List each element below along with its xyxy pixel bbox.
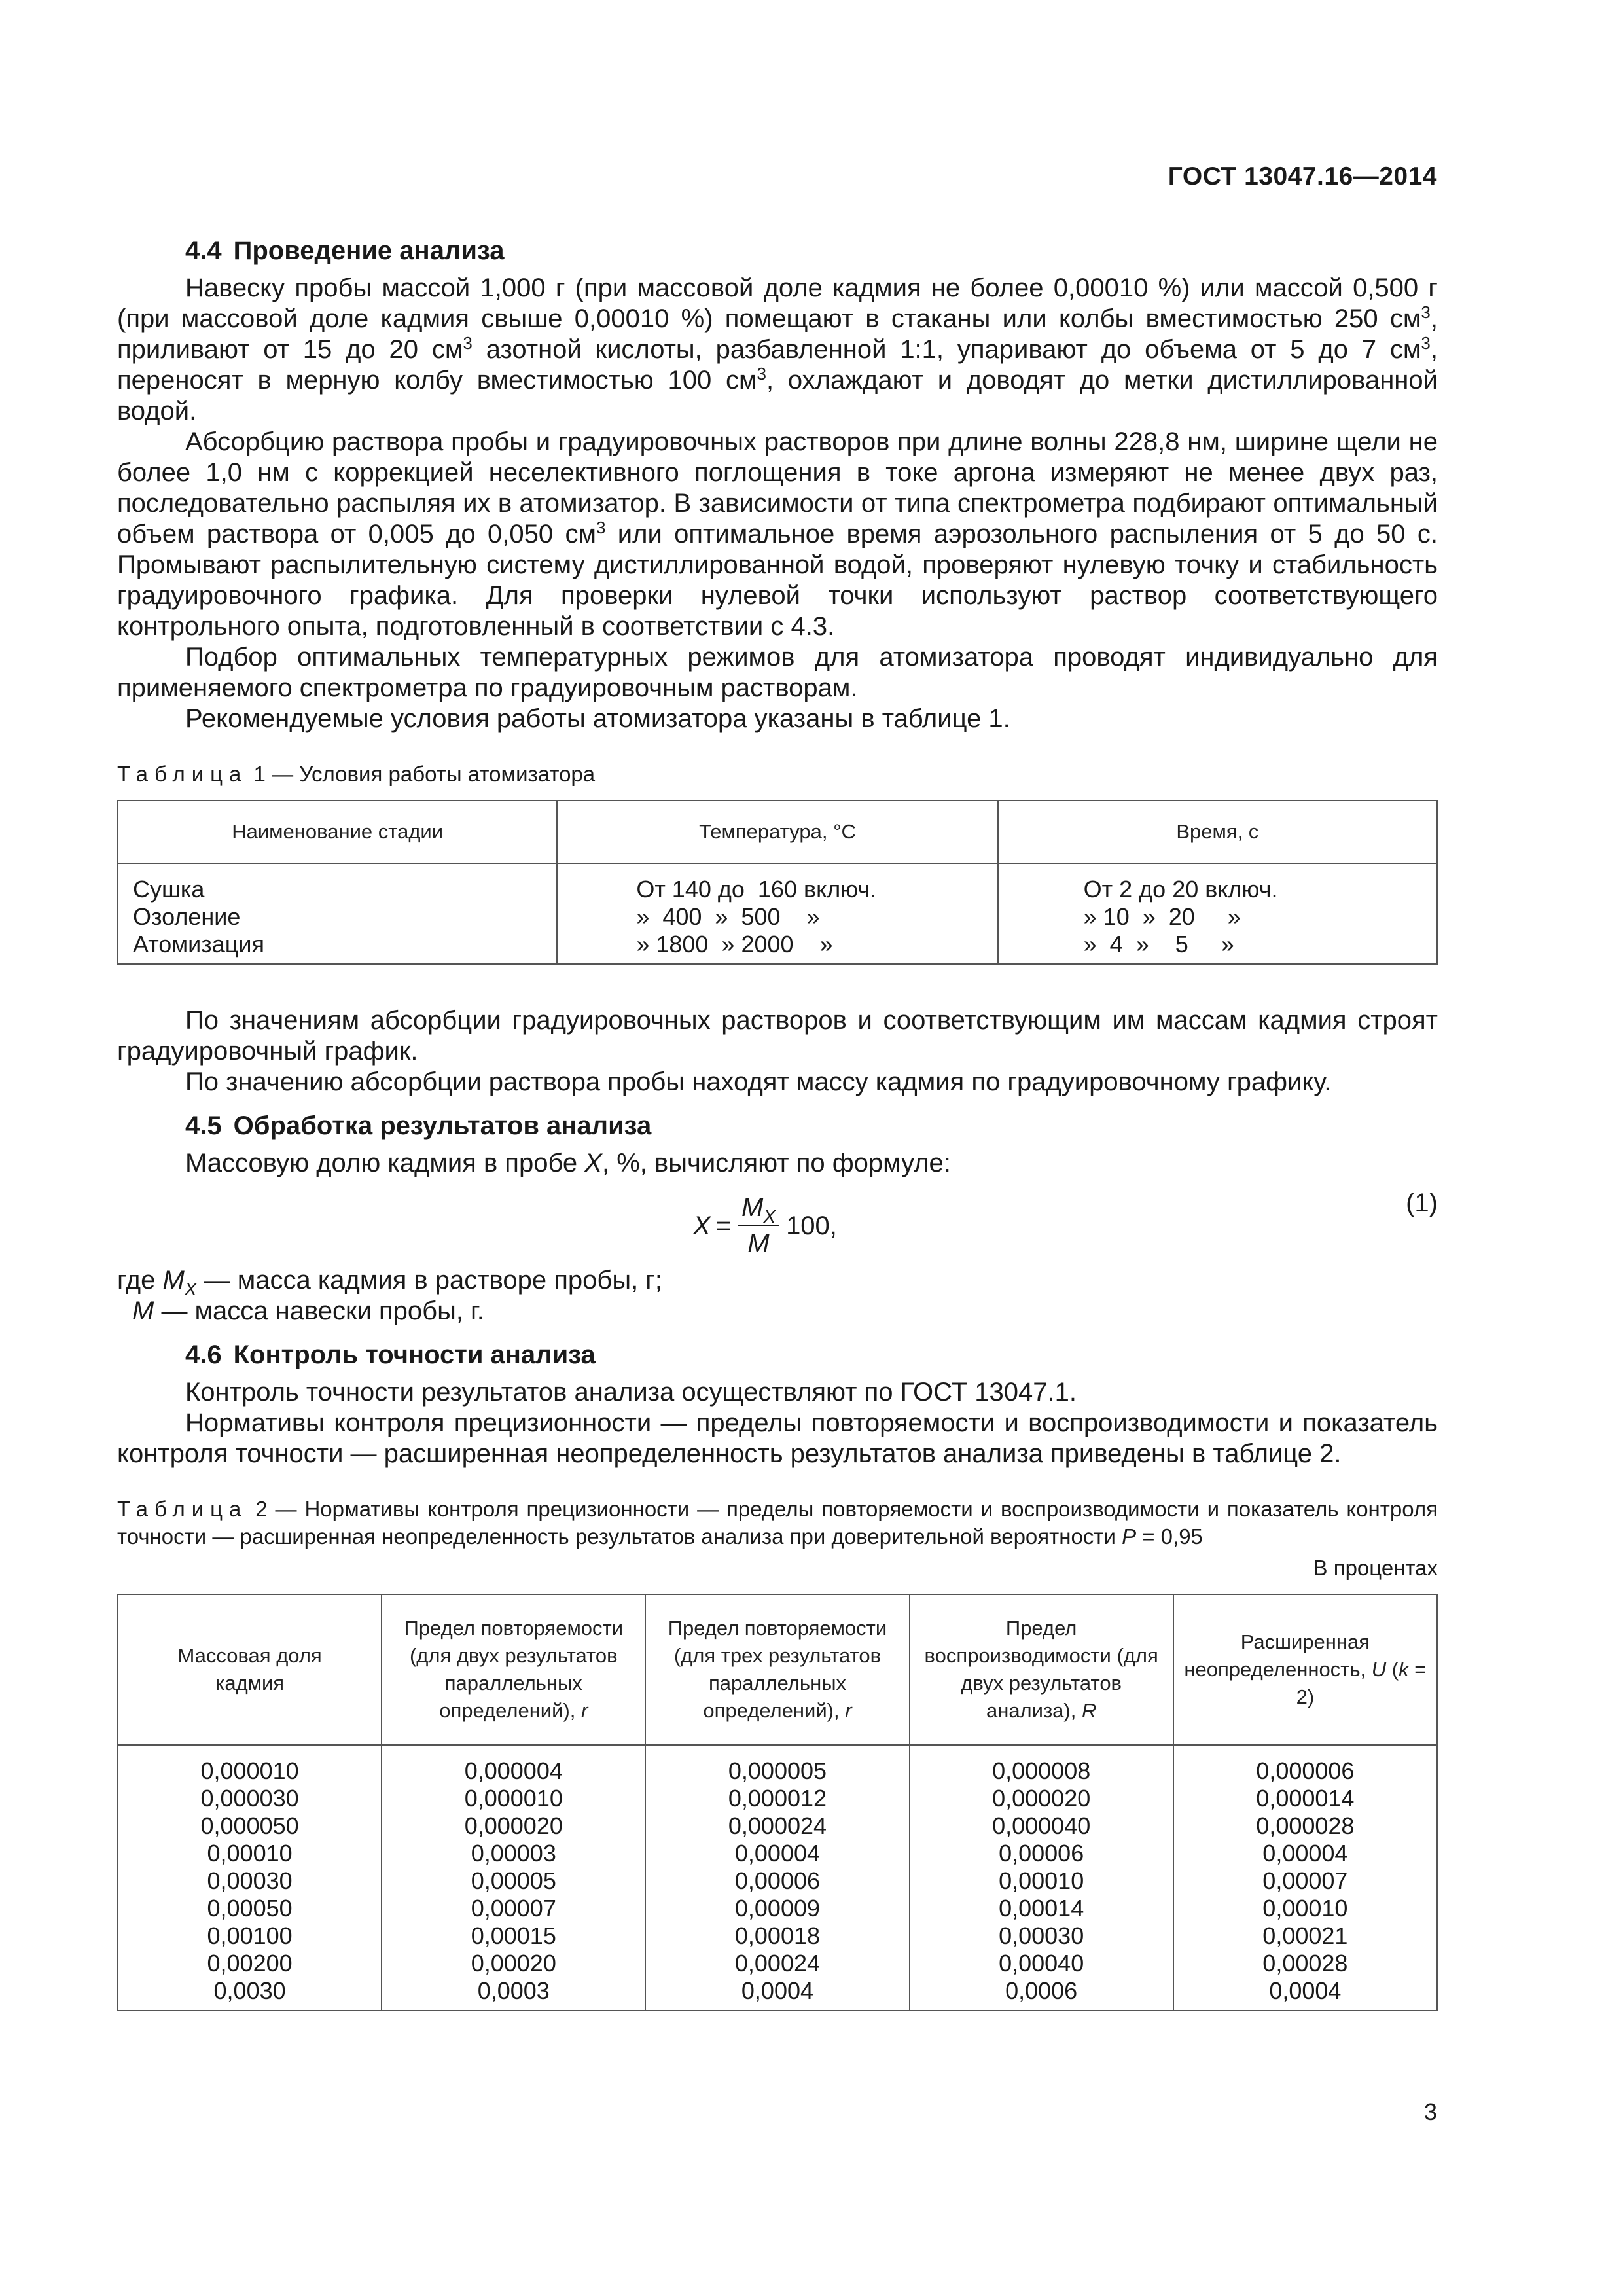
cell-line: » 1800 » 2000 » <box>636 931 833 958</box>
text: , %, вычисляют по формуле: <box>601 1149 951 1177</box>
cell-value: 0,000020 <box>464 1812 563 1839</box>
cell-value: 0,0004 <box>741 1977 814 2004</box>
formula-body <box>693 1194 837 1257</box>
paragraph: Контроль точности результатов анализа осуществляют по ГОСТ 13047.1. <box>185 1378 1077 1407</box>
cell-value: 0,000014 <box>1256 1785 1355 1812</box>
section-number: 4.6 <box>185 1340 222 1369</box>
header-text: Расширенная неопределенность, <box>1184 1630 1372 1681</box>
text: — масса кадмия в растворе пробы, г; <box>196 1266 662 1295</box>
fraction-numerator <box>738 1193 779 1226</box>
variable: X <box>584 1149 602 1177</box>
header-variable: k <box>1399 1658 1409 1681</box>
cell-line: » 4 » 5 » <box>1083 931 1234 958</box>
column-header <box>910 1594 1173 1745</box>
units-note: В процентах <box>1313 1556 1438 1580</box>
cell-line: От 2 до 20 включ. <box>1083 876 1278 903</box>
cell-value: 0,00020 <box>471 1950 556 1977</box>
cell-value: 0,000012 <box>728 1785 827 1812</box>
table-cell-column-4 <box>910 1745 1173 2011</box>
cell-value: 0,00010 <box>999 1867 1084 1894</box>
text: , приливают от 15 до 20 см <box>117 304 1438 364</box>
cell-value: 0,00030 <box>999 1922 1084 1949</box>
cell-value: 0,00010 <box>207 1840 293 1867</box>
formula-explanation <box>117 1296 1438 1327</box>
cell-value: 0,00004 <box>1262 1840 1348 1867</box>
caption-text: = 0,95 <box>1136 1524 1203 1549</box>
cell-value: 0,00030 <box>207 1867 293 1894</box>
cell-line: Атомизация <box>133 931 264 958</box>
cell-line: » 10 » 20 » <box>1083 903 1241 930</box>
variable: M <box>162 1266 185 1295</box>
section-number: 4.5 <box>185 1111 222 1140</box>
paragraph: По значению абсорбции раствора пробы находят массу кадмия по градуировочному графику. <box>185 1067 1332 1096</box>
text: Абсорбцию раствора пробы и градуировочных растворов при длине волны 228,8 нм, ширине щели не более 1,0 нм с коррекцией неселективного поглощения в токе аргона измеряют не менее двух раз, последовательно распыляя их в атомизатор. В зависимости от типа спектрометра подбирают оптимальный объем раствора от 0,005 до 0,050 см <box>117 427 1438 548</box>
caption-variable: P <box>1122 1524 1137 1549</box>
header-text: Предел повторяемости (для трех результатов параллельных определений), <box>668 1617 887 1722</box>
section-number: 4.4 <box>185 236 222 265</box>
page-number: 3 <box>1423 2098 1437 2125</box>
table-1 <box>117 800 1438 965</box>
column-header: Наименование стадии <box>118 800 557 863</box>
section-heading-4-6 <box>117 1340 1438 1371</box>
text: где <box>117 1266 163 1295</box>
table-2 <box>117 1594 1438 2011</box>
text: азотной кислоты, разбавленной 1:1, упаривают до объема от 5 до 7 см <box>472 335 1421 364</box>
cell-value: 0,000006 <box>1256 1757 1355 1784</box>
table-2-caption <box>117 1496 1438 1551</box>
column-header: Массовая доля кадмия <box>118 1594 382 1745</box>
cell-value: 0,00024 <box>734 1950 821 1977</box>
superscript: 3 <box>1421 302 1431 322</box>
cell-value: 0,00004 <box>734 1840 821 1867</box>
standard-designation: ГОСТ 13047.16—2014 <box>1168 162 1437 190</box>
header-text: Предел повторяемости (для двух результатов параллельных определений), <box>404 1617 624 1722</box>
cell-value: 0,00021 <box>1262 1922 1348 1949</box>
paragraph: Подбор оптимальных температурных режимов для атомизатора проводят индивидуально для применяемого спектрометра по градуировочным растворам. <box>117 643 1438 702</box>
cell-value: 0,00007 <box>471 1895 556 1922</box>
paragraph: Нормативы контроля прецизионности — пределы повторяемости и воспроизводимости и показатель контроля точности — расширенная неопределенность результатов анализа приведены в таблице 2. <box>117 1408 1438 1468</box>
cell-value: 0,00009 <box>734 1895 821 1922</box>
page-content <box>117 223 1438 2011</box>
section-title: Обработка результатов анализа <box>233 1111 652 1140</box>
column-header: Температура, °C <box>557 800 997 863</box>
cell-value: 0,00200 <box>207 1950 293 1977</box>
text: или оптимальное время аэрозольного распыления от 5 до 50 с. Промывают распылительную систему дистиллированной водой, проверяют нулевую точку и стабильность градуировочного графика. Для проверки нулевой точки используют раствор соответствующего контрольного опыта, подготовленный в соответствии с 4.3. <box>117 520 1438 641</box>
table-cell-temperatures <box>557 863 997 964</box>
column-header <box>382 1594 645 1745</box>
text: Навеску пробы массой 1,000 г (при массовой доле кадмия не более 0,00010 %) или массой 0,500 г (при массовой доле кадмия свыше 0,00010 %) помещают в стаканы или колбы вместимостью 250 см <box>117 274 1438 333</box>
cell-value: 0,00006 <box>999 1840 1084 1867</box>
caption-label: Таблица <box>117 1497 248 1521</box>
table-cell-column-1 <box>118 1745 382 2011</box>
section-title: Контроль точности анализа <box>233 1340 596 1369</box>
cell-value: 0,000020 <box>992 1785 1091 1812</box>
text: Массовую долю кадмия в пробе <box>185 1149 585 1177</box>
header-text: Предел воспроизводимости (для двух результатов анализа), <box>924 1617 1158 1722</box>
column-header <box>645 1594 909 1745</box>
superscript: 3 <box>463 333 473 353</box>
formula-equals: = <box>715 1211 732 1240</box>
cell-value: 0,00015 <box>471 1922 556 1949</box>
cell-value: 0,00006 <box>734 1867 821 1894</box>
table-1-caption <box>117 761 1438 788</box>
cell-value: 0,00003 <box>471 1840 556 1867</box>
header-variable: r <box>581 1699 588 1722</box>
superscript: 3 <box>757 364 766 384</box>
cell-value: 0,000010 <box>200 1757 299 1784</box>
header-variable: R <box>1081 1699 1097 1722</box>
cell-value: 0,000028 <box>1256 1812 1355 1839</box>
paragraph: Рекомендуемые условия работы атомизатора указаны в таблице 1. <box>185 704 1010 733</box>
cell-value: 0,000005 <box>728 1757 827 1784</box>
header-variable: U <box>1371 1658 1387 1681</box>
formula-multiplier: 100, <box>786 1211 837 1240</box>
numerator-var: M <box>741 1193 764 1222</box>
cell-value: 0,00005 <box>471 1867 556 1894</box>
variable: M <box>132 1297 154 1325</box>
header-text: = 2) <box>1296 1658 1427 1708</box>
cell-value: 0,000024 <box>728 1812 827 1839</box>
formula-fraction <box>738 1193 779 1259</box>
cell-value: 0,000030 <box>200 1785 299 1812</box>
cell-value: 0,000010 <box>464 1785 563 1812</box>
paragraph <box>117 273 1438 427</box>
cell-value: 0,00010 <box>1262 1895 1348 1922</box>
section-heading-4-5 <box>117 1111 1438 1141</box>
header-text: ( <box>1386 1658 1399 1681</box>
paragraph <box>117 427 1438 642</box>
cell-value: 0,0004 <box>1269 1977 1342 2004</box>
cell-value: 0,00028 <box>1262 1950 1348 1977</box>
cell-line: Сушка <box>133 876 205 903</box>
cell-value: 0,00018 <box>734 1922 821 1949</box>
section-title: Проведение анализа <box>233 236 505 265</box>
cell-value: 0,000050 <box>200 1812 299 1839</box>
cell-value: 0,000004 <box>464 1757 563 1784</box>
cell-value: 0,000008 <box>992 1757 1091 1784</box>
table-header-row <box>118 800 1437 863</box>
table-cell-column-2 <box>382 1745 645 2011</box>
table-row <box>118 863 1437 964</box>
table-cell-column-3 <box>645 1745 909 2011</box>
cell-line: Озоление <box>133 903 241 930</box>
cell-value: 0,00040 <box>999 1950 1084 1977</box>
subscript: X <box>184 1279 197 1299</box>
column-header <box>1173 1594 1437 1745</box>
table-cell-stages <box>118 863 557 964</box>
formula-lhs: X <box>693 1211 711 1240</box>
cell-value: 0,0006 <box>1005 1977 1078 2004</box>
superscript: 3 <box>596 518 606 537</box>
cell-value: 0,00014 <box>999 1895 1084 1922</box>
cell-line: » 400 » 500 » <box>636 903 820 930</box>
table-cell-times <box>998 863 1437 964</box>
column-header: Время, с <box>998 800 1437 863</box>
caption-text: 2 — Нормативы контроля прецизионности — пределы повторяемости и воспроизводимости и показатель контроля точности — расширенная неопределенность результатов анализа при доверительной вероятности <box>117 1497 1438 1549</box>
header-variable: r <box>845 1699 852 1722</box>
fraction-denominator: M <box>747 1229 770 1258</box>
table-cell-column-5 <box>1173 1745 1437 2011</box>
formula-explanation <box>117 1265 1438 1299</box>
cell-value: 0,0030 <box>213 1977 286 2004</box>
cell-line: От 140 до 160 включ. <box>636 876 877 903</box>
subscript: X <box>763 1206 776 1227</box>
text: — масса навески пробы, г. <box>154 1297 484 1325</box>
caption-text: 1 — Условия работы атомизатора <box>247 762 596 786</box>
section-heading-4-4 <box>117 236 1438 266</box>
cell-value: 0,0003 <box>477 1977 550 2004</box>
table-header-row <box>118 1594 1437 1745</box>
formula-number: (1) <box>1406 1189 1438 1217</box>
cell-value: 0,00100 <box>207 1922 293 1949</box>
text: , охлаждают и доводят до метки дистиллированной водой. <box>117 366 1438 425</box>
paragraph: По значениям абсорбции градуировочных растворов и соответствующим им массам кадмия строят градуировочный график. <box>117 1006 1438 1066</box>
table-row <box>118 1745 1437 2011</box>
formula-1 <box>117 1188 1438 1260</box>
cell-value: 0,00050 <box>207 1895 293 1922</box>
cell-value: 0,00007 <box>1262 1867 1348 1894</box>
cell-value: 0,000040 <box>992 1812 1091 1839</box>
superscript: 3 <box>1421 333 1431 353</box>
paragraph <box>117 1148 1438 1179</box>
caption-label: Таблица <box>117 762 248 786</box>
text: , переносят в мерную колбу вместимостью 100 см <box>117 335 1438 395</box>
